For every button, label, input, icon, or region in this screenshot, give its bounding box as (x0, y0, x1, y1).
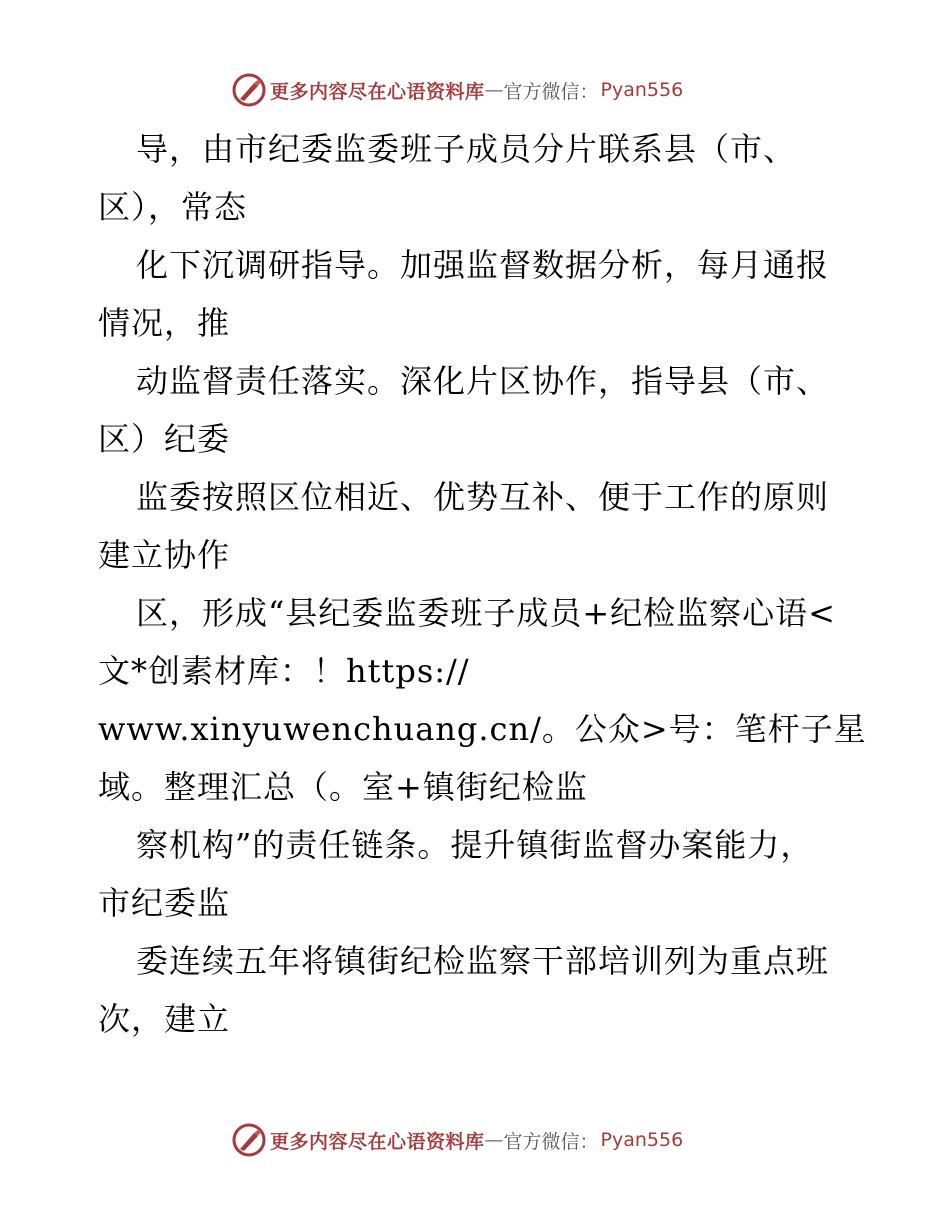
banner-wechat-id: Pyan556 (600, 79, 684, 101)
text-line: 文*创素材库：！https:// (98, 652, 470, 690)
banner-wechat-label: 官方微信： (503, 80, 599, 103)
document-body (98, 120, 867, 1048)
text-line: 次，建立 (98, 1000, 231, 1038)
quill-logo-icon (232, 73, 266, 107)
banner-dash: — (484, 1129, 504, 1151)
header-banner (232, 70, 683, 110)
quill-logo-icon (232, 1123, 266, 1157)
text-line: 建立协作 (98, 536, 231, 574)
banner-dash: — (484, 79, 504, 101)
text-line: 区）纪委 (98, 420, 231, 458)
text-line: 区，形成“县纪委监委班子成员+纪检监察心语< (136, 594, 836, 632)
text-line: 域。整理汇总（。室+镇街纪检监 (98, 768, 588, 806)
text-line: 化下沉调研指导。加强监督数据分析，每月通报 (136, 246, 830, 284)
text-line: 委连续五年将镇街纪检监察干部培训列为重点班 (136, 942, 830, 980)
banner-slogan: 更多内容尽在心语资料库 (270, 1130, 485, 1153)
text-line: 导，由市纪委监委班子成员分片联系县（市、 (136, 130, 797, 168)
text-line: 动监督责任落实。深化片区协作，指导县（市、 (136, 362, 830, 400)
banner-wechat-label: 官方微信： (503, 1130, 599, 1153)
text-line: 察机构”的责任链条。提升镇街监督办案能力， (136, 826, 814, 864)
footer-banner (232, 1120, 683, 1160)
text-line: www.xinyuwenchuang.cn/。公众>号：笔杆子星 (98, 710, 867, 748)
text-line: 市纪委监 (98, 884, 231, 922)
text-line: 区），常态 (98, 188, 248, 226)
text-line: 情况，推 (98, 304, 231, 342)
banner-wechat-id: Pyan556 (600, 1129, 684, 1151)
text-line: 监委按照区位相近、优势互补、便于工作的原则 (136, 478, 830, 516)
banner-slogan: 更多内容尽在心语资料库 (270, 80, 485, 103)
